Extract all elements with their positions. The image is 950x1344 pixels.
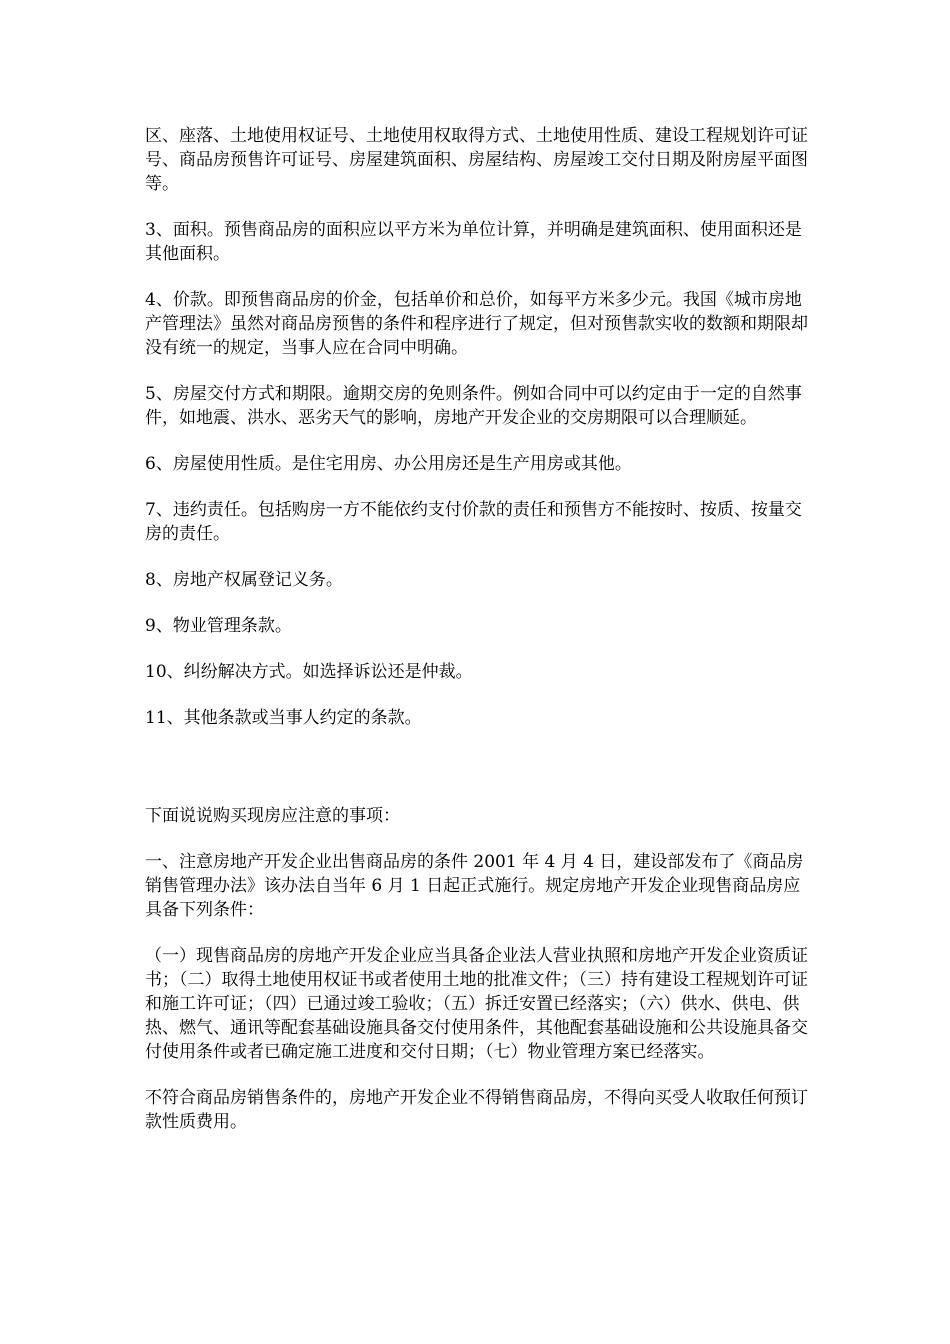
paragraph-dispute: 10、纠纷解决方式。如选择诉讼还是仲裁。 [145, 662, 473, 682]
paragraph-usage: 6、房屋使用性质。是住宅用房、办公用房还是生产用房或其他。 [145, 454, 632, 474]
paragraph-delivery: 5、房屋交付方式和期限。逾期交房的免则条件。例如合同中可以约定由于一定的自然事件，如地震、洪水、恶劣天气的影响，房地产开发企业的交房期限可以合理顺延。 [145, 384, 802, 428]
paragraph-property-details: 区、座落、土地使用权证号、土地使用权取得方式、土地使用性质、建设工程规划许可证号、商品房预售许可证号、房屋建筑面积、房屋结构、房屋竣工交付日期及附房屋平面图等。 [145, 126, 808, 194]
paragraph-price: 4、价款。即预售商品房的价金，包括单价和总价，如每平方米多少元。我国《城市房地产管理法》虽然对商品房预售的条件和程序进行了规定，但对预售款实收的数额和期限却没有统一的规定，当事人应在合同中明确。 [145, 290, 808, 358]
paragraph-property-management: 9、物业管理条款。 [145, 616, 292, 636]
paragraph-other-terms: 11、其他条款或当事人约定的条款。 [145, 708, 422, 728]
paragraph-section-intro: 下面说说购买现房应注意的事项： [145, 806, 400, 826]
paragraph-sale-conditions: 一、注意房地产开发企业出售商品房的条件 2001 年 4 月 4 日，建设部发布了《商品房销售管理办法》该办法自当年 6 月 1 日起正式施行。规定房地产开发企业现售商品房应具备下列条件： [145, 852, 804, 920]
paragraph-liability: 7、违约责任。包括购房一方不能依约支付价款的责任和预售方不能按时、按质、按量交房的责任。 [145, 500, 802, 544]
paragraph-nonconforming: 不符合商品房销售条件的，房地产开发企业不得销售商品房，不得向买受人收取任何预订款性质费用。 [145, 1088, 808, 1132]
document-body [145, 124, 810, 1156]
paragraph-registration: 8、房地产权属登记义务。 [145, 570, 343, 590]
paragraph-condition-list: （一）现售商品房的房地产开发企业应当具备企业法人营业执照和房地产开发企业资质证书；（二）取得土地使用权证书或者使用土地的批准文件；（三）持有建设工程规划许可证和施工许可证；（四）已通过竣工验收；（五）拆迁安置已经落实；（六）供水、供电、供热、燃气、通讯等配套基础设施具备交付使用条件，其他配套基础设施和公共设施具备交付使用条件或者已确定施工进度和交付日期；（七）物业管理方案已经落实。 [145, 946, 808, 1062]
paragraph-area: 3、面积。预售商品房的面积应以平方米为单位计算，并明确是建筑面积、使用面积还是其他面积。 [145, 220, 802, 264]
